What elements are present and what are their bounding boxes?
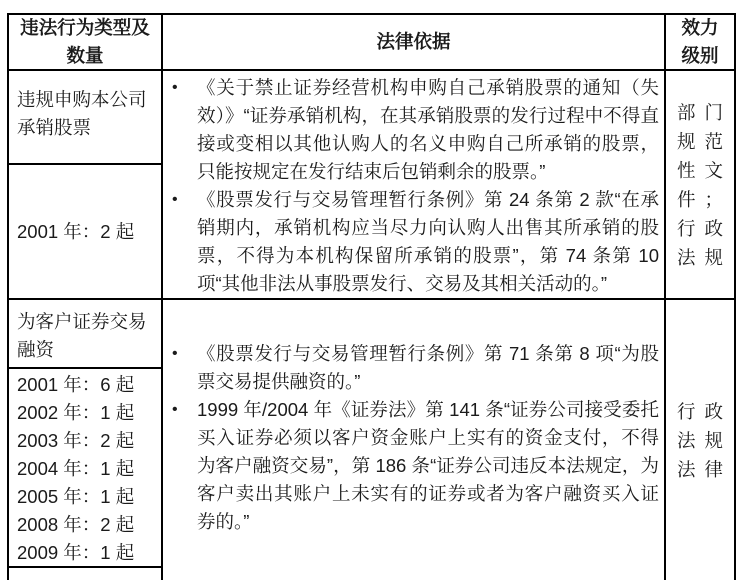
bullet-icon: • [172,191,178,208]
section2-count-cell [17,371,159,567]
count-line: 2004 年：1 起 [17,458,135,479]
legal-basis-text: 1999 年/2004 年《证券法》第 141 条“证券公司接受委托买入证券必须以客户资金账户上实有的资金支付，不得为客户融资交易”，第 186 条“证券公司违反本法规定，为客户卖出其账户上未实有的证券或者为客户融资买入证券的。” [197,399,659,532]
section1-legal-basis-cell [163,74,664,298]
legal-basis-item [163,74,664,186]
header-effect-level: 效力级别 [681,17,719,66]
legal-basis-text: 《股票发行与交易管理暂行条例》第 24 条第 2 款“在承销期内，承销机构应当尽力向认购人出售其所承销的股票，不得为本机构保留所承销的股票”，第 74 条第 10 项“其他非法从事股票发行、交易及其相关活动的。” [197,189,659,294]
section2-legal-basis-cell [163,340,664,536]
legal-basis-text: 《关于禁止证券经营机构申购自己承销股票的通知（失效）》“证券承销机构，在其承销股票的发行过程中不得直接或变相以其他认购人的名义申购自己所承销的股票，只能按规定在发行结束后包销剩余的股票。” [197,77,659,182]
legal-basis-item [163,340,664,396]
count-line: 2002 年：1 起 [17,402,135,423]
table-border-right [734,13,736,580]
bullet-icon: • [172,345,178,362]
legal-basis-text: 《股票发行与交易管理暂行条例》第 71 条第 8 项“为股票交易提供融资的。” [197,343,659,392]
count-line: 2003 年：2 起 [17,430,135,451]
count-line: 2009 年：1 起 [17,542,135,563]
count-line: 2001 年：2 起 [17,220,135,242]
count-line: 2008 年：2 起 [17,514,135,535]
effect-level-text: 行政法规法律 [677,400,723,480]
section1-effect-level-cell [666,71,734,298]
header-violation-type: 违法行为类型及数量 [20,17,150,66]
count-line: 2001 年：6 起 [17,374,135,395]
section2-violation-type: 为客户证券交易融资 [17,311,147,360]
table-border-left [7,13,9,580]
table-divider-section1-section2 [7,298,736,300]
section1-violation-type: 违规申购本公司承销股票 [17,89,147,138]
count-line: 2005 年：1 起 [17,486,135,507]
bullet-icon: • [172,401,178,418]
legal-basis-item [163,186,664,298]
section2-effect-level-cell [666,300,734,580]
bullet-icon: • [172,79,178,96]
effect-level-text: 部门规范性文件；行政法规 [677,101,723,268]
section1-count-cell [17,165,159,298]
table-divider-type-count-2 [7,367,163,369]
header-legal-basis: 法律依据 [376,31,451,52]
legal-basis-item [163,396,664,536]
